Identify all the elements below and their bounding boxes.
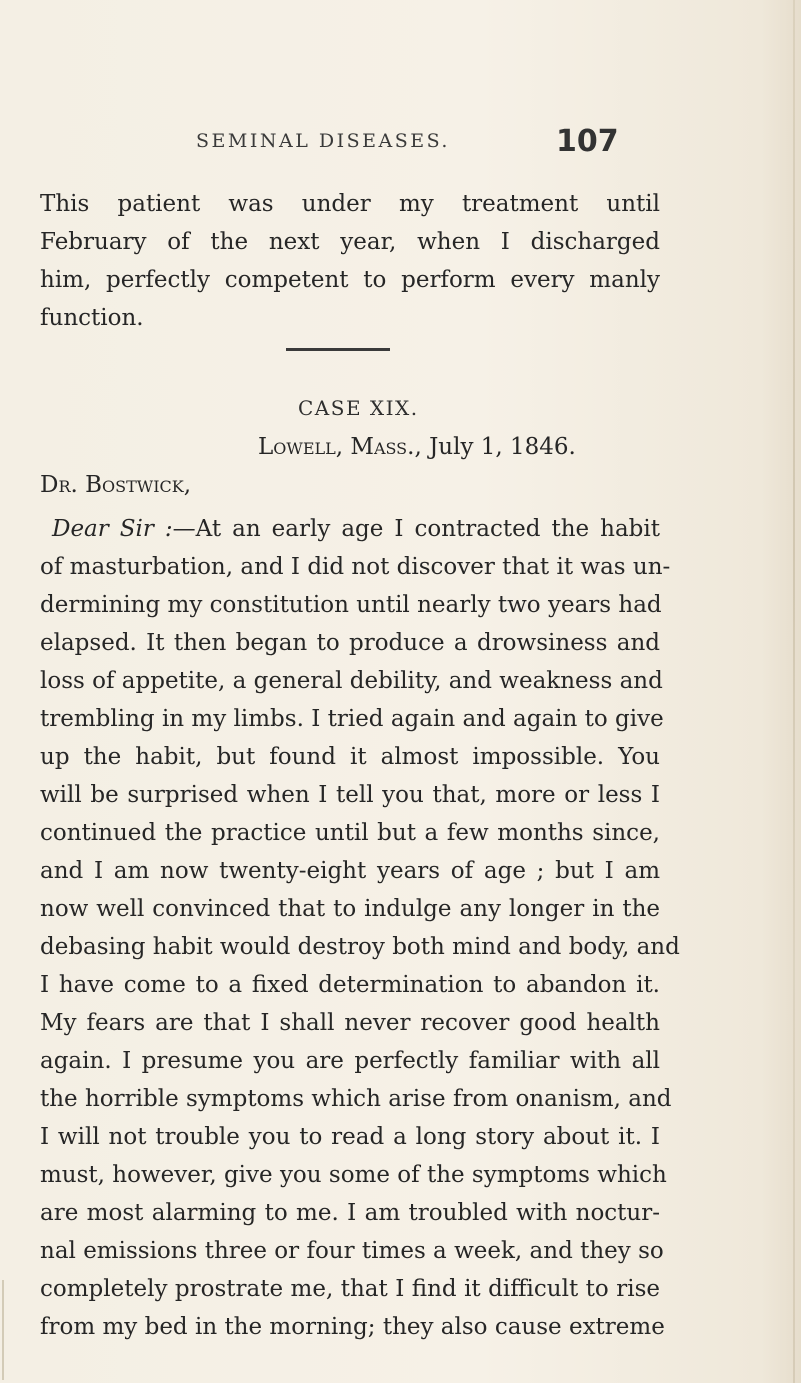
letter-line: dermining my constitution until nearly two years had	[40, 592, 662, 618]
letter-line: the horrible symptoms which arise from onanism, and	[40, 1086, 672, 1112]
paragraph-line: function.	[40, 305, 144, 331]
salutation: Dr. Bostwick,	[40, 472, 192, 498]
paragraph-line: This patient was under my treatment until	[40, 191, 660, 217]
paragraph-line: him, perfectly competent to perform every manly	[40, 267, 660, 293]
letter-greeting: Dear Sir :	[52, 516, 173, 542]
dateline-date: July 1, 1846.	[429, 434, 576, 460]
letter-line: debasing habit would destroy both mind and body, and	[40, 934, 680, 960]
letter-line: up the habit, but found it almost impossible. You	[40, 744, 660, 770]
letter-line: now well convinced that to indulge any longer in the	[40, 896, 660, 922]
letter-first-line-text: —At an early age I contracted the habit	[172, 516, 660, 542]
dateline-place: Lowell, Mass.,	[258, 434, 422, 460]
dateline	[258, 434, 576, 460]
page-number: 107	[556, 124, 619, 159]
letter-line: from my bed in the morning; they also cause extreme	[40, 1314, 665, 1340]
letter-line: again. I presume you are perfectly familiar with all	[40, 1048, 660, 1074]
letter-line: continued the practice until but a few months since,	[40, 820, 660, 846]
letter-body	[40, 510, 680, 1346]
letter-line: completely prostrate me, that I find it difficult to rise	[40, 1276, 660, 1302]
letter-line: loss of appetite, a general debility, and weakness and	[40, 668, 663, 694]
letter-line: My fears are that I shall never recover good health	[40, 1010, 660, 1036]
running-head	[0, 124, 801, 170]
letter-line: will be surprised when I tell you that, more or less I	[40, 782, 660, 808]
letter-line: nal emissions three or four times a week, and they so	[40, 1238, 664, 1264]
page-edge-shadow	[793, 0, 795, 1383]
letter-line: of masturbation, and I did not discover that it was un-	[40, 554, 671, 580]
letter-first-line	[40, 510, 660, 548]
letter-line: and I am now twenty-eight years of age ; but I am	[40, 858, 660, 884]
section-divider	[286, 348, 390, 351]
letter-line: I have come to a fixed determination to abandon it.	[40, 972, 660, 998]
paragraph-line: February of the next year, when I discharged	[40, 229, 660, 255]
running-head-title: SEMINAL DISEASES.	[196, 130, 450, 152]
letter-line: elapsed. It then began to produce a drowsiness and	[40, 630, 660, 656]
letter-line: are most alarming to me. I am troubled with noctur-	[40, 1200, 660, 1226]
case-title: CASE XIX.	[298, 396, 419, 420]
letter-line: must, however, give you some of the symptoms which	[40, 1162, 667, 1188]
letter-line: trembling in my limbs. I tried again and again to give	[40, 706, 664, 732]
intro-paragraph	[40, 185, 660, 337]
letter-line: I will not trouble you to read a long story about it. I	[40, 1124, 660, 1150]
binding-mark	[2, 1280, 4, 1380]
